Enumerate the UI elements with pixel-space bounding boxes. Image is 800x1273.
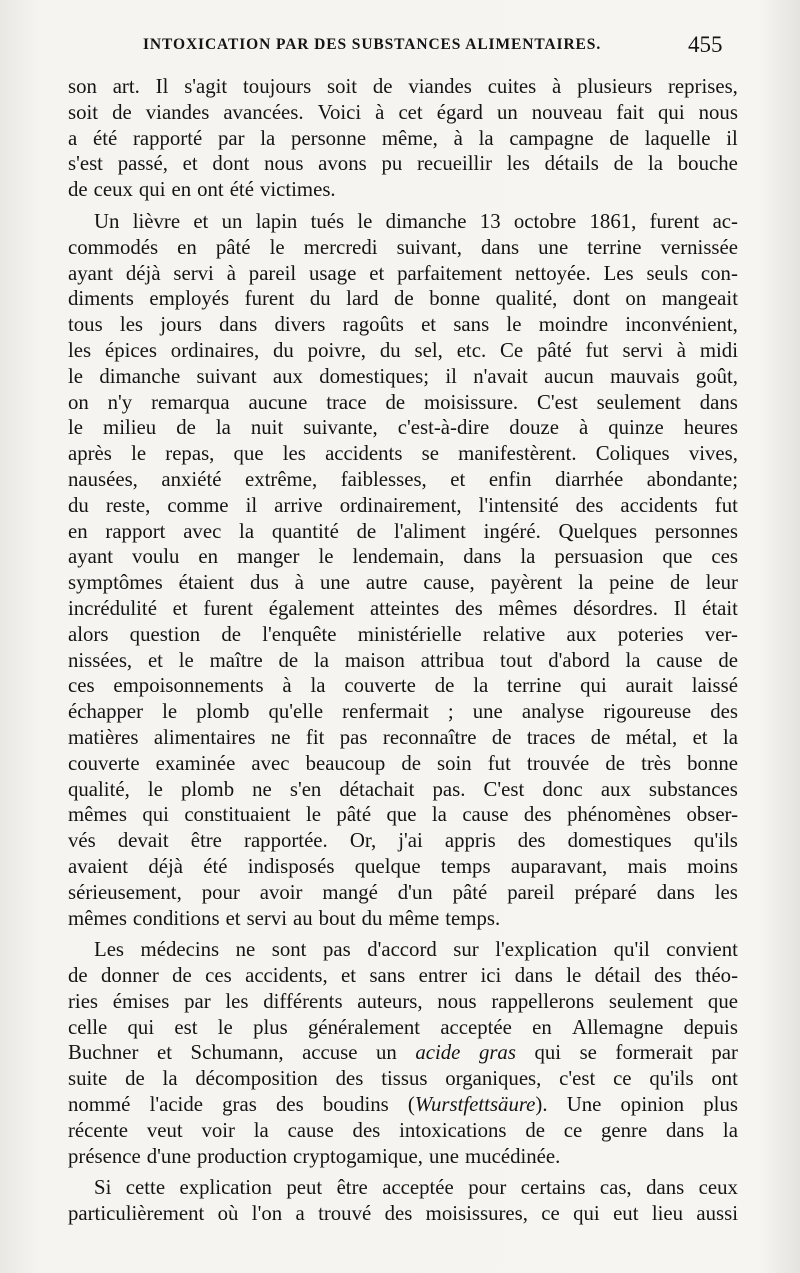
body-text (68, 74, 738, 1227)
text-line: celle qui est le plus généralement acceptée en Allemagne depuis (68, 1015, 738, 1039)
text-line: a été rapporté par la personne même, à la campagne de laquelle il (68, 126, 738, 150)
text-line: ries émises par les différents auteurs, nous rappellerons seulement que (68, 989, 738, 1013)
text-line: soit de viandes avancées. Voici à cet égard un nouveau fait qui nous (68, 100, 738, 124)
text-line: ayant déjà servi à pareil usage et parfaitement nettoyée. Les seuls con- (68, 261, 738, 285)
text-line: vés devait être rapportée. Or, j'ai appris des domestiques qu'ils (68, 829, 738, 853)
text-line: symptômes étaient dus à une autre cause, payèrent la peine de leur (68, 571, 738, 595)
text-line: qualité, le plomb ne s'en détachait pas. C'est donc aux substances (68, 777, 738, 801)
text-line: nommé l'acide gras des boudins (Wurstfettsäure). Une opinion plus (68, 1093, 738, 1117)
text-line: particulièrement où l'on a trouvé des moisissures, ce qui eut lieu aussi (68, 1202, 738, 1226)
paragraph (68, 937, 738, 1169)
text-line: nausées, anxiété extrême, faiblesses, et enfin diarrhée abondante; (68, 467, 738, 491)
text-line: nissées, et le maître de la maison attribua tout d'abord la cause de (68, 648, 738, 672)
text-line: les épices ordinaires, du poivre, du sel, etc. Ce pâté fut servi à midi (68, 338, 738, 362)
text-line: Les médecins ne sont pas d'accord sur l'explication qu'il convient (94, 938, 738, 962)
text-line: du reste, comme il arrive ordinairement, l'intensité des accidents fut (68, 493, 738, 517)
text-line: Si cette explication peut être acceptée pour certains cas, dans ceux (94, 1176, 738, 1200)
text-line: commodés en pâté le mercredi suivant, dans une terrine vernissée (68, 235, 738, 259)
text-line: Buchner et Schumann, accuse un acide gras qui se formerait par (68, 1041, 738, 1065)
text-line: après le repas, que les accidents se manifestèrent. Coliques vives, (68, 442, 738, 466)
text-line: avaient déjà été indisposés quelque temps auparavant, mais moins (68, 854, 738, 878)
text-line: s'est passé, et dont nous avons pu recueillir les détails de la bouche (68, 152, 738, 176)
text-line: présence d'une production cryptogamique, une mucédinée. (68, 1144, 561, 1168)
text-line: diments employés furent du lard de bonne qualité, dont on mangeait (68, 287, 738, 311)
running-head: INTOXICATION PAR DES SUBSTANCES ALIMENTAIRES. (143, 36, 602, 53)
text-line: de ceux qui en ont été victimes. (68, 178, 336, 202)
text-line: couverte examinée avec beaucoup de soin fut trouvée de très bonne (68, 751, 738, 775)
text-line: Un lièvre et un lapin tués le dimanche 13 octobre 1861, furent ac- (94, 209, 738, 233)
text-line: sérieusement, pour avoir mangé d'un pâté pareil préparé dans les (68, 880, 738, 904)
text-line: alors question de l'enquête ministérielle relative aux poteries ver- (68, 622, 738, 646)
text-line: le dimanche suivant aux domestiques; il n'avait aucun mauvais goût, (68, 364, 738, 388)
text-line: ayant voulu en manger le lendemain, dans la persuasion que ces (68, 545, 738, 569)
text-line: on n'y remarqua aucune trace de moisissure. C'est seulement dans (68, 390, 738, 414)
paragraph (68, 74, 738, 203)
text-line: le milieu de la nuit suivante, c'est-à-dire douze à quinze heures (68, 416, 738, 440)
text-line: en rapport avec la quantité de l'aliment ingéré. Quelques personnes (68, 519, 738, 543)
text-line: ces empoisonnements à la couverte de la terrine qui aurait laissé (68, 674, 738, 698)
text-line: mêmes conditions et servi au bout du même temps. (68, 906, 501, 930)
page-number: 455 (688, 32, 723, 57)
text-line: son art. Il s'agit toujours soit de viandes cuites à plusieurs reprises, (68, 75, 738, 98)
text-line: de donner de ces accidents, et sans entrer ici dans le détail des théo- (68, 964, 738, 988)
text-line: matières alimentaires ne fit pas reconnaître de traces de métal, et la (68, 725, 738, 749)
text-line: échapper le plomb qu'elle renfermait ; une analyse rigoureuse des (68, 700, 738, 724)
text-line: mêmes qui constituaient le pâté que la cause des phénomènes obser- (68, 803, 738, 827)
paragraph (68, 209, 738, 931)
page-header (143, 32, 743, 62)
paragraph (68, 1175, 738, 1227)
text-line: récente veut voir la cause des intoxications de ce genre dans la (68, 1118, 738, 1142)
text-line: tous les jours dans divers ragoûts et sans le moindre inconvénient, (68, 313, 738, 337)
text-line: suite de la décomposition des tissus organiques, c'est ce qu'ils ont (68, 1067, 738, 1091)
text-line: incrédulité et furent également atteintes des mêmes désordres. Il était (68, 596, 738, 620)
